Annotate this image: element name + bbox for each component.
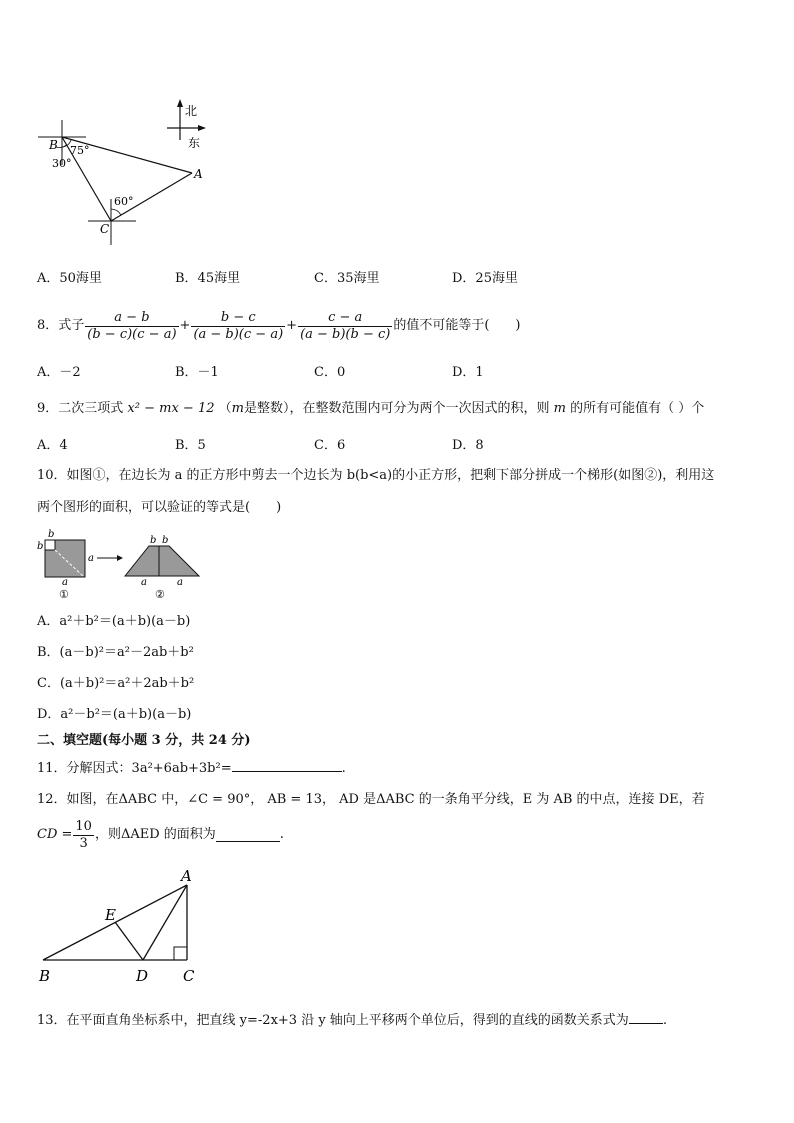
q13-end: . <box>662 1013 667 1028</box>
q8-option-b: B．－1 <box>175 365 219 380</box>
q10-option-b: B．(a－b)²＝a²－2ab＋b² <box>37 645 194 660</box>
segment-ED <box>115 922 143 960</box>
right-angle-mark <box>174 947 187 960</box>
q13-text: 13．在平面直角坐标系中，把直线 y=-2x+3 沿 y 轴向上平移两个单位后，得到的直线的函数关系式为 <box>37 1013 629 1028</box>
q9-option-b: B．5 <box>175 438 206 453</box>
fig1-b-left: b <box>37 541 44 552</box>
q11-end: . <box>341 761 346 776</box>
q12-cd: CD = <box>37 827 73 842</box>
q8-option-a: A．－2 <box>37 365 81 380</box>
fig2-b-1: b <box>150 535 157 546</box>
q8-f2-numerator: b − c <box>220 309 256 325</box>
q12-line-2 <box>37 815 284 855</box>
fig1-caption: ① <box>59 588 69 601</box>
fig1-a-bottom: a <box>62 577 68 588</box>
angle-75-label: 75° <box>70 144 90 157</box>
fig2-a-2: a <box>177 577 183 588</box>
q12-line-1: 12．如图，在ΔABC 中，∠C = 90°， AB = 13， AD 是ΔABC 的一条角平分线，E 为 AB 的中点，连接 DE，若 <box>37 792 705 807</box>
q8-suffix: 的值不可能等于( ) <box>393 318 521 333</box>
q8-option-c: C．0 <box>314 365 346 380</box>
q9-text-a: 9．二次三项式 <box>37 401 124 416</box>
point-D-label: D <box>136 967 149 985</box>
q9-text-b: （ <box>218 401 232 416</box>
q9-option-c: C．6 <box>314 438 346 453</box>
point-B-label: B <box>49 138 58 152</box>
fig2-b-2: b <box>162 535 169 546</box>
point-C-label: C <box>100 222 110 236</box>
square-trapezoid-figure <box>35 528 210 603</box>
q9-option-d: D．8 <box>452 438 484 453</box>
point-E-label: E <box>105 906 116 924</box>
q12-text: ，则ΔAED 的面积为 <box>94 827 216 842</box>
q8-f1-denominator: (b − c)(c − a) <box>87 326 177 342</box>
point-A-label: A <box>181 867 192 885</box>
q10-option-d: D．a²－b²＝(a＋b)(a－b) <box>37 707 192 722</box>
q8-f2-denominator: (a − b)(c − a) <box>193 326 284 342</box>
fig2-a-1: a <box>141 577 147 588</box>
q9-m-1: m <box>231 401 244 416</box>
q8-prefix: 8．式子 <box>37 318 85 333</box>
q10-option-c: C．(a＋b)²＝a²＋2ab＋b² <box>37 676 195 691</box>
angle-60-label: 60° <box>114 195 134 208</box>
q13-blank <box>629 1011 663 1024</box>
q8-fraction-3 <box>298 310 392 343</box>
compass-east-arrow <box>198 125 206 131</box>
q8-option-d: D．1 <box>452 365 484 380</box>
point-B-label: B <box>39 967 51 985</box>
q12-blank <box>216 829 280 842</box>
q8-f1-numerator: a − b <box>114 309 150 325</box>
q8-plus-2: + <box>286 318 298 333</box>
q10-line-1: 10．如图①，在边长为 a 的正方形中剪去一个边长为 b(b<a)的小正方形，把剩下部分拼成一个梯形(如图②)，利用这 <box>37 468 715 483</box>
fig1-a-right: a <box>88 553 94 564</box>
q12-denominator: 3 <box>73 835 94 852</box>
q9-m-2: m <box>553 401 566 416</box>
q7-option-c: C．35海里 <box>314 271 380 286</box>
q9-expression: x² − mx − 12 <box>127 401 215 416</box>
north-label: 北 <box>185 104 198 118</box>
q8-fraction-1 <box>85 310 178 343</box>
q12-end: . <box>279 827 284 842</box>
question-8 <box>37 306 521 346</box>
q10-line-2: 两个图形的面积，可以验证的等式是( ) <box>37 500 282 515</box>
point-C-label: C <box>183 967 195 985</box>
angle-30-label: 30° <box>52 157 72 170</box>
q8-f3-numerator: c − a <box>328 309 363 325</box>
fig2-caption: ② <box>155 588 165 601</box>
question-11 <box>37 759 346 777</box>
q8-f3-denominator: (a − b)(b − c) <box>300 326 391 342</box>
q12-fraction <box>73 819 94 852</box>
q10-option-a: A．a²＋b²＝(a＋b)(a－b) <box>37 614 191 629</box>
compass-north-arrow <box>177 99 183 107</box>
question-13 <box>37 1011 667 1029</box>
q11-blank <box>232 759 342 772</box>
q8-fraction-2 <box>191 310 285 343</box>
q12-numerator: 10 <box>75 818 92 834</box>
q7-option-a: A．50海里 <box>37 271 102 286</box>
nautical-diagram <box>30 95 220 250</box>
east-label: 东 <box>188 136 201 150</box>
q7-option-b: B．45海里 <box>175 271 241 286</box>
q8-plus-1: + <box>179 318 191 333</box>
question-9 <box>37 401 704 417</box>
q7-option-d: D．25海里 <box>452 271 518 286</box>
triangle-abc-figure <box>35 865 210 990</box>
fig1-b-top: b <box>48 529 55 540</box>
q11-text: 11．分解因式：3a²+6ab+3b²= <box>37 761 232 776</box>
q9-text-c: 是整数），在整数范围内可分为两个一次因式的积，则 <box>243 401 550 416</box>
point-A-label: A <box>194 167 203 181</box>
q9-text-d: 的所有可能值有（ ）个 <box>570 401 705 416</box>
section-2-heading: 二、填空题(每小题 3 分，共 24 分) <box>37 733 251 748</box>
q9-option-a: A．4 <box>37 438 68 453</box>
